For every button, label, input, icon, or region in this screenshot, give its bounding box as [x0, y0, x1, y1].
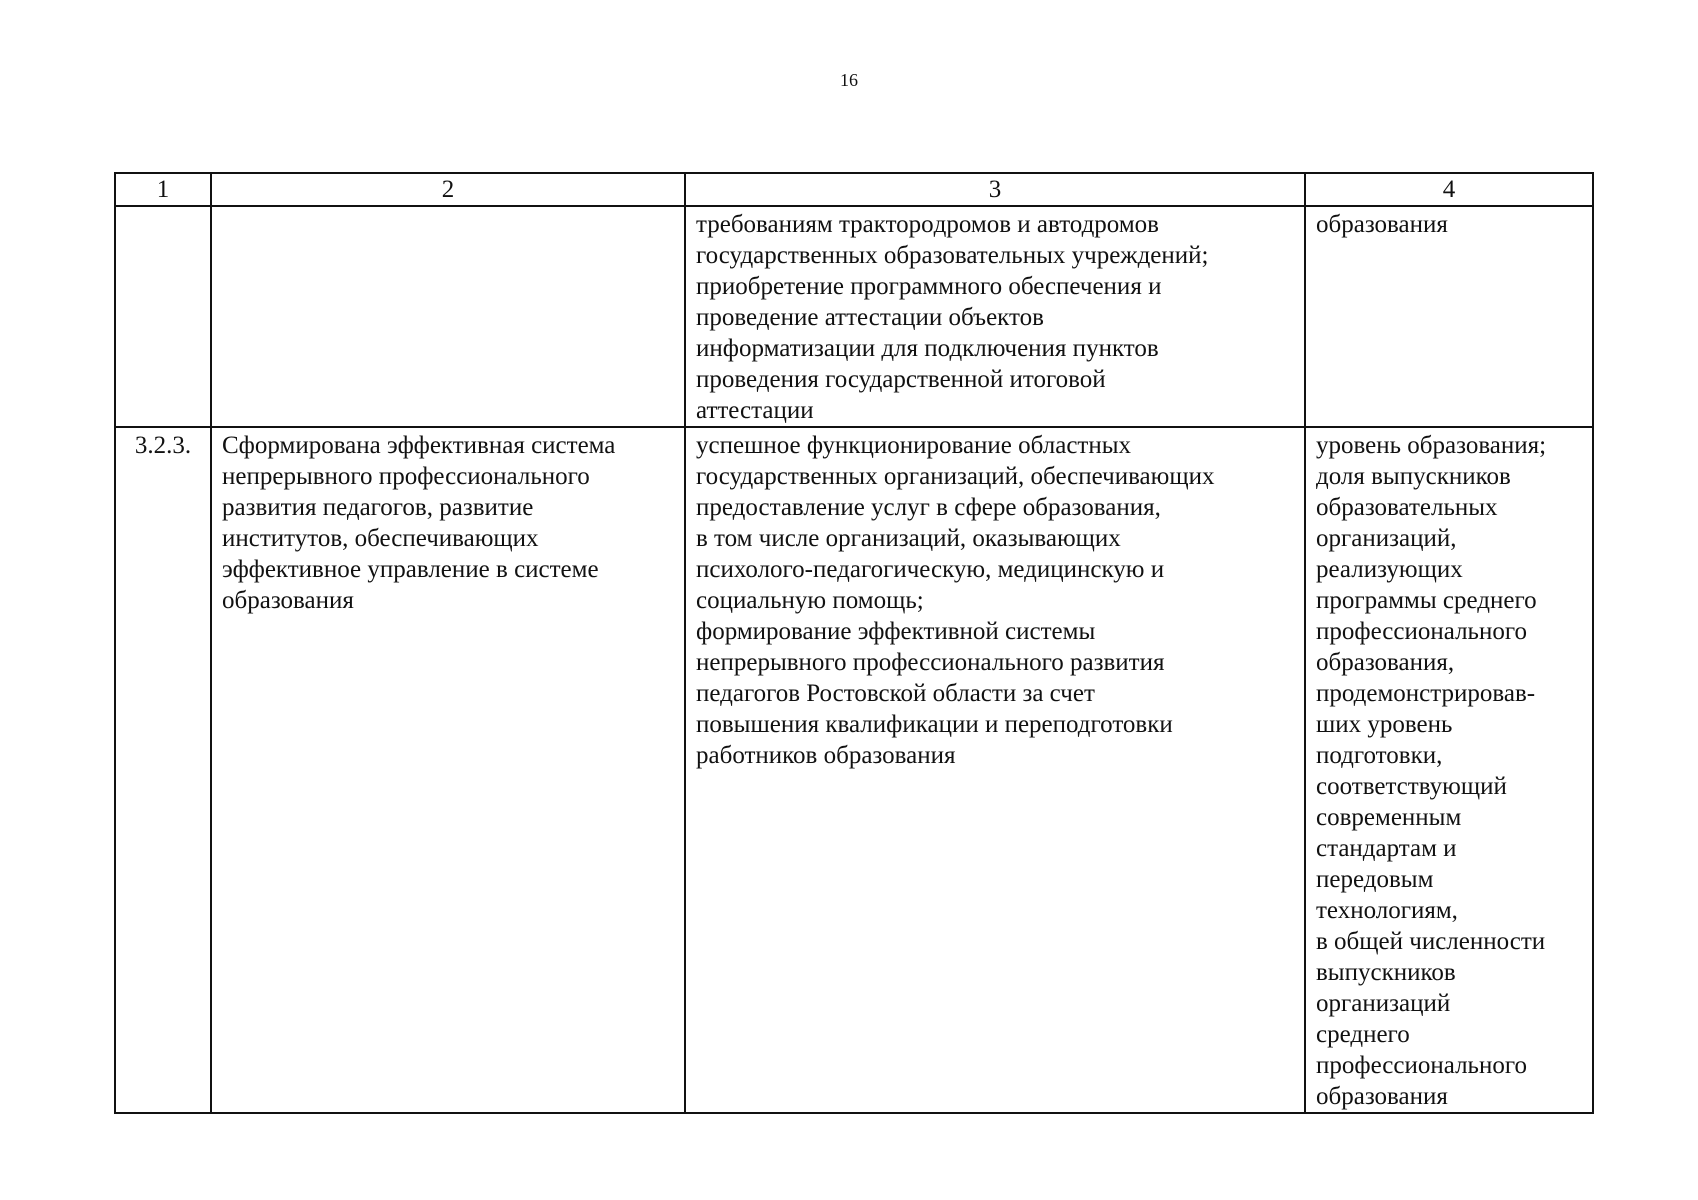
text-line: передовым: [1316, 866, 1434, 893]
text-line: институтов, обеспечивающих: [222, 525, 539, 552]
text-line: в общей численности: [1316, 928, 1546, 955]
text-line: государственных образовательных учреждений;: [696, 242, 1209, 269]
measures-cell: [685, 206, 1305, 427]
text-line: социальную помощь;: [696, 587, 924, 614]
header-cell-3: 3: [685, 173, 1305, 206]
text-line: непрерывного профессионального развития: [696, 649, 1165, 676]
header-cell-4: 4: [1305, 173, 1593, 206]
table-header-row: [115, 173, 1593, 206]
text-line: продемонстрировав-: [1316, 680, 1536, 707]
text-line: непрерывного профессионального: [222, 463, 590, 490]
indicators-cell: [1305, 427, 1593, 1113]
row-number-cell: 3.2.3.: [115, 427, 211, 1113]
text-line: образовательных: [1316, 494, 1498, 521]
measures-cell: [685, 427, 1305, 1113]
text-line: развития педагогов, развитие: [222, 494, 534, 521]
text-line: организаций: [1316, 990, 1451, 1017]
text-line: современным: [1316, 804, 1462, 831]
text-line: формирование эффективной системы: [696, 618, 1096, 645]
text-line: успешное функционирование областных: [696, 432, 1132, 459]
text-line: в том числе организаций, оказывающих: [696, 525, 1121, 552]
text-line: профессионального: [1316, 618, 1527, 645]
text-line: педагогов Ростовской области за счет: [696, 680, 1095, 707]
text-line: соответствующий: [1316, 773, 1507, 800]
table-row: [115, 427, 1593, 1113]
table-row: [115, 206, 1593, 427]
document-table: [114, 172, 1594, 1114]
page-number: 16: [840, 70, 858, 90]
text-line: ших уровень: [1316, 711, 1453, 738]
text-line: образования: [1316, 1083, 1448, 1110]
text-line: образования: [1316, 211, 1448, 238]
text-line: доля выпускников: [1316, 463, 1511, 490]
text-line: программы среднего: [1316, 587, 1537, 614]
row-number-cell: [115, 206, 211, 427]
text-line: приобретение программного обеспечения и: [696, 273, 1162, 300]
text-line: среднего: [1316, 1021, 1410, 1048]
text-line: реализующих: [1316, 556, 1463, 583]
result-cell: [211, 206, 685, 427]
text-line: работников образования: [696, 742, 956, 769]
header-cell-1: 1: [115, 173, 211, 206]
text-line: образования,: [1316, 649, 1455, 676]
text-line: выпускников: [1316, 959, 1456, 986]
text-line: проведение аттестации объектов: [696, 304, 1044, 331]
text-line: профессионального: [1316, 1052, 1527, 1079]
indicators-cell: [1305, 206, 1593, 427]
text-line: психолого-педагогическую, медицинскую и: [696, 556, 1165, 583]
text-line: проведения государственной итоговой: [696, 366, 1106, 393]
text-line: эффективное управление в системе: [222, 556, 599, 583]
text-line: требованиям тракторoдромов и автодромов: [696, 211, 1159, 238]
text-line: Сформирована эффективная система: [222, 432, 616, 459]
text-line: государственных организаций, обеспечивающих: [696, 463, 1215, 490]
text-line: организаций,: [1316, 525, 1457, 552]
text-line: информатизации для подключения пунктов: [696, 335, 1159, 362]
text-line: повышения квалификации и переподготовки: [696, 711, 1173, 738]
text-line: стандартам и: [1316, 835, 1457, 862]
result-cell: [211, 427, 685, 1113]
text-line: образования: [222, 587, 354, 614]
text-line: предоставление услуг в сфере образования,: [696, 494, 1161, 521]
text-line: аттестации: [696, 397, 814, 424]
text-line: технологиям,: [1316, 897, 1458, 924]
header-cell-2: 2: [211, 173, 685, 206]
text-line: подготовки,: [1316, 742, 1443, 769]
text-line: уровень образования;: [1316, 432, 1547, 459]
